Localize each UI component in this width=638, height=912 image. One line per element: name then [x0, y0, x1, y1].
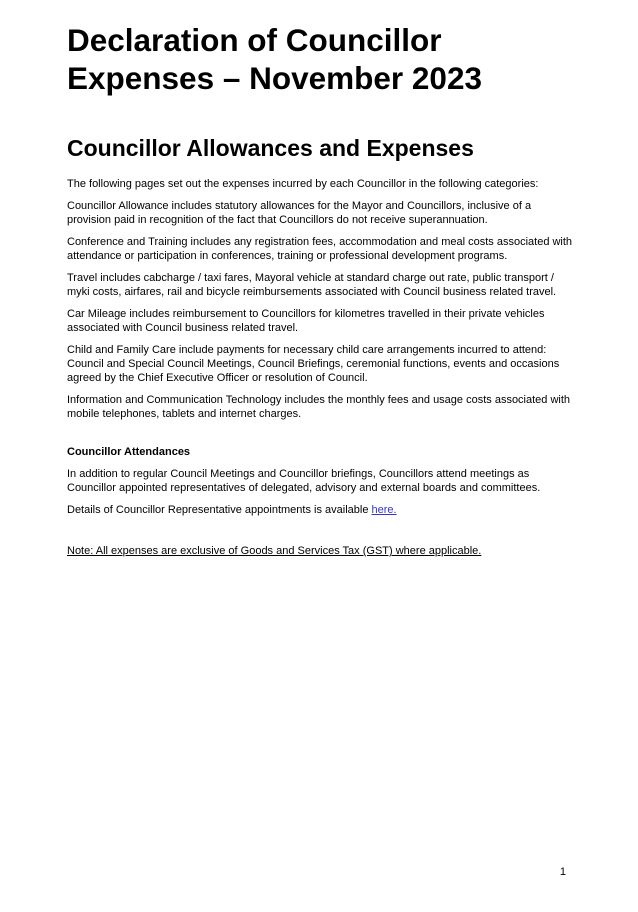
- gst-note: Note: All expenses are exclusive of Goods and Services Tax (GST) where applicable.: [67, 545, 482, 557]
- ict-paragraph: Information and Communication Technology includes the monthly fees and usage costs associated with mobile telephones, tablets and internet charges.: [67, 394, 571, 420]
- travel-paragraph: Travel includes cabcharge / taxi fares, Mayoral vehicle at standard charge out rate, public transport / myki costs, airfares, rail and bicycle reimbursements associated with Council business related travel.: [67, 272, 557, 298]
- conference-training-paragraph: Conference and Training includes any registration fees, accommodation and meal costs associated with attendance or participation in conferences, training or professional development programs.: [67, 236, 573, 262]
- here-link[interactable]: here.: [371, 504, 397, 516]
- intro-paragraph: The following pages set out the expenses incurred by each Councillor in the following categories:: [67, 178, 539, 190]
- page-number: 1: [559, 866, 566, 878]
- document-title: Declaration of Councillor Expenses – November 2023: [67, 22, 482, 96]
- attendances-heading: Councillor Attendances: [67, 446, 191, 458]
- car-mileage-paragraph: Car Mileage includes reimbursement to Councillors for kilometres travelled in their private vehicles associated with Council business related travel.: [67, 308, 545, 334]
- details-paragraph: [67, 503, 574, 517]
- councillor-allowance-paragraph: Councillor Allowance includes statutory allowances for the Mayor and Councillors, inclusive of a provision paid in recognition of the fact that Councillors do not receive superannuation.: [67, 200, 532, 226]
- child-family-care-paragraph: Child and Family Care include payments for necessary child care arrangements incurred to attend: Council and Special Council Meetings, Council Briefings, ceremonial functions, events and occasions agreed by the Chief Executive Officer or resolution of Council.: [67, 344, 560, 384]
- attendances-paragraph: In addition to regular Council Meetings and Councillor briefings, Councillors attend meetings as Councillor appointed representatives of delegated, advisory and external boards and committees.: [67, 468, 541, 494]
- section-heading: Councillor Allowances and Expenses: [67, 135, 474, 161]
- details-text: Details of Councillor Representative appointments is available: [67, 504, 372, 516]
